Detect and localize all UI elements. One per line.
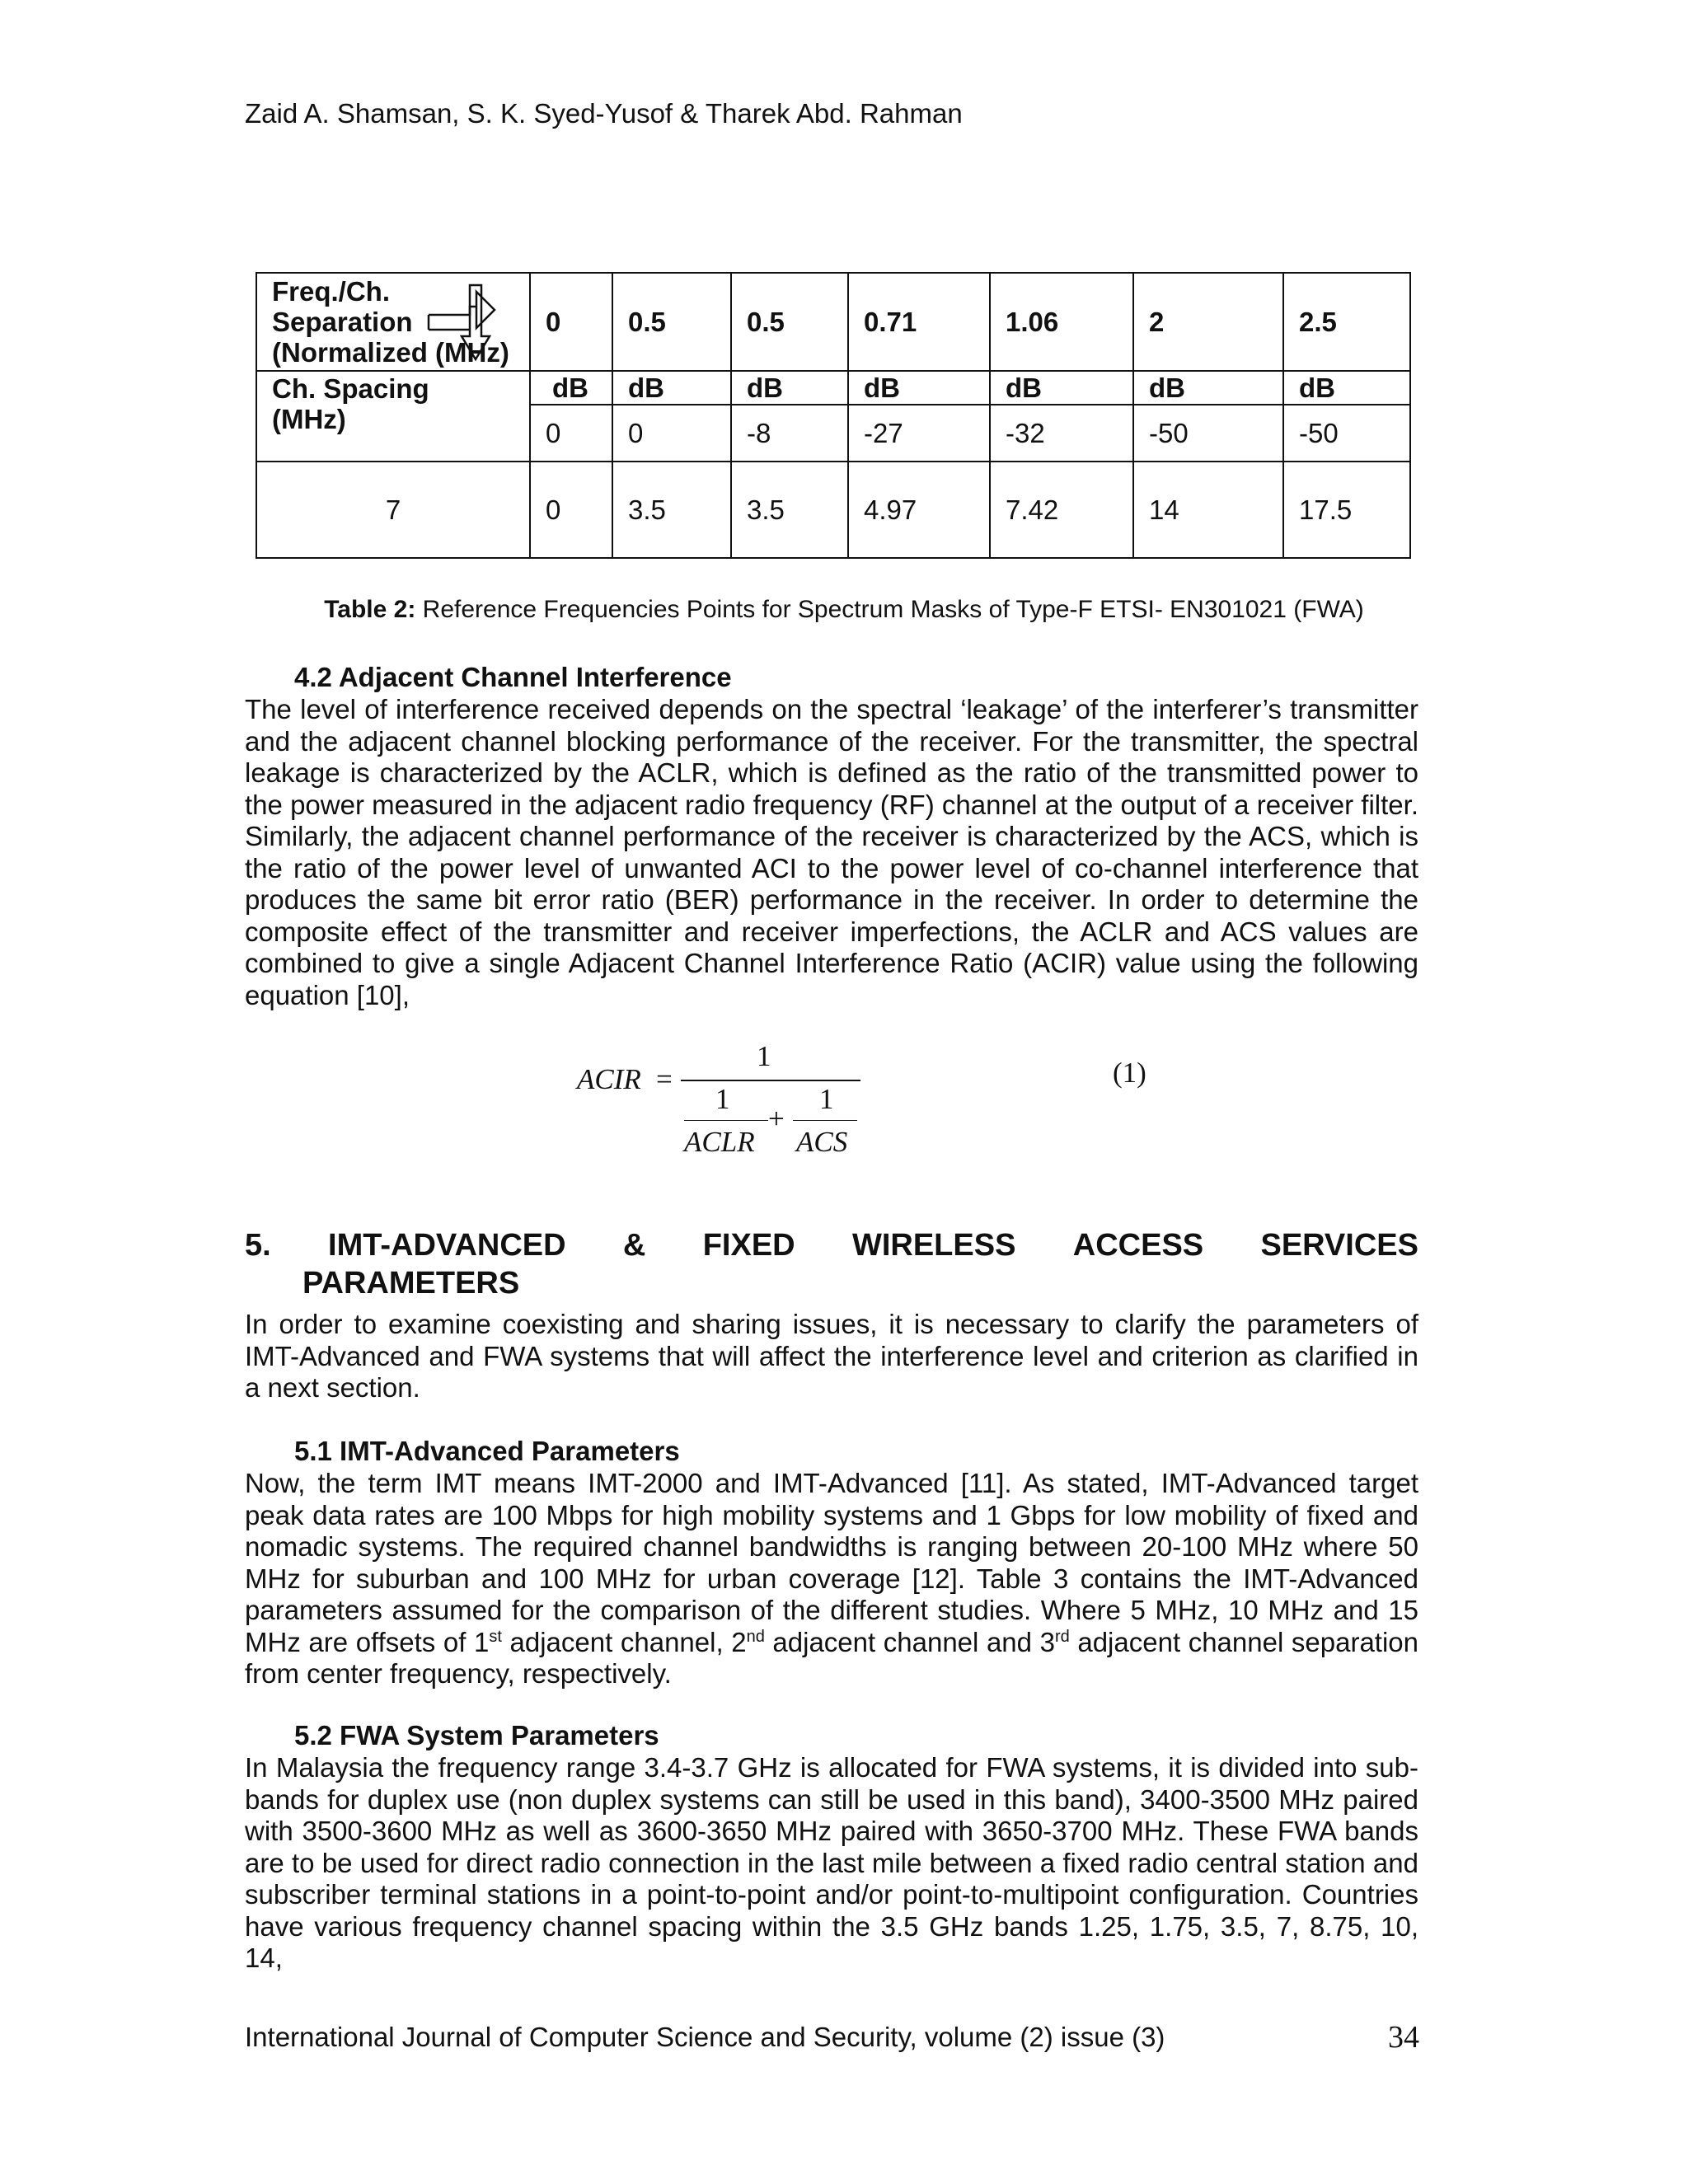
equation-lhs: ACIR bbox=[577, 1063, 641, 1095]
heading-word: SERVICES bbox=[1260, 1228, 1418, 1263]
heading-word: & bbox=[622, 1228, 646, 1263]
freq-separation-header bbox=[256, 273, 530, 371]
channel-spacing-header bbox=[256, 371, 530, 461]
equation-plus: + bbox=[768, 1103, 785, 1135]
unit-cell: dB bbox=[731, 371, 848, 404]
freq-cell: 1.06 bbox=[990, 273, 1133, 371]
unit-cell: dB bbox=[848, 371, 990, 404]
section-5-2-body: In Malaysia the frequency range 3.4-3.7 GHz is allocated for FWA systems, it is divided into sub-bands for duplex use (non duplex systems can still be used in this band), 3400-3500 MHz paired with 3500-3600 MHz as well as 3600-3650 MHz paired with 3650-3700 MHz. These FWA bands are to be used for direct radio connection in the last mile between a fixed radio central station and subscriber terminal stations in a point-to-point and/or point-to-multipoint configuration. Countries have various frequency channel spacing within the 3.5 GHz bands 1.25, 1.75, 3.5, 7, 8.75, 10, 14, bbox=[245, 1752, 1418, 1973]
equation-number: (1) bbox=[1113, 1057, 1146, 1089]
body-text: Now, the term IMT means IMT-2000 and IMT-Advanced [11]. As stated, IMT-Advanced target peak data rates are 100 Mbps for high mobility systems and 1 Gbps for low mobility of fixed and nomadic systems. The required channel bandwidths is ranging between 20-100 MHz where 50 MHz for suburban and 100 MHz for urban coverage [12]. Table 3 contains the IMT-Advanced parameters assumed for the comparison of the different studies. Where 5 MHz, 10 MHz and 15 MHz are offsets of 1 bbox=[245, 1468, 1418, 1657]
mhz-cell: 3.5 bbox=[612, 462, 731, 558]
table-caption-text: Reference Frequencies Points for Spectrum Masks of Type-F ETSI- EN301021 (FWA) bbox=[415, 596, 1364, 623]
db-cell: -32 bbox=[990, 405, 1133, 462]
table-caption bbox=[0, 595, 1688, 625]
heading-word: WIRELESS bbox=[851, 1228, 1016, 1263]
running-header-authors: Zaid A. Shamsan, S. K. Syed-Yusof & Tharek Abd. Rahman bbox=[245, 98, 963, 129]
section-5-heading-line1 bbox=[245, 1226, 1418, 1264]
mhz-cell: 17.5 bbox=[1283, 462, 1410, 558]
table-row-units bbox=[256, 371, 1410, 404]
heading-word: IMT-ADVANCED bbox=[328, 1228, 566, 1263]
unit-cell: dB bbox=[1133, 371, 1283, 404]
footer-page-number: 34 bbox=[1388, 2020, 1419, 2055]
equation-sub-bar-a bbox=[684, 1120, 768, 1121]
table-row-freq bbox=[256, 273, 1410, 371]
equation-one-a: 1 bbox=[715, 1083, 730, 1115]
superscript-rd: rd bbox=[1054, 1627, 1070, 1646]
mhz-cell: 0 bbox=[530, 462, 612, 558]
acir-equation bbox=[577, 1038, 973, 1162]
db-cell: 0 bbox=[530, 405, 612, 462]
equation-acs: ACS bbox=[796, 1126, 848, 1158]
freq-label-line2: Separation bbox=[272, 307, 413, 338]
db-cell: -50 bbox=[1133, 405, 1283, 462]
freq-cell: 0.5 bbox=[612, 273, 731, 371]
table-row-mhz bbox=[256, 462, 1410, 558]
equation-fraction-bar bbox=[681, 1080, 860, 1081]
body-text: adjacent channel, 2 bbox=[501, 1626, 747, 1657]
freq-cell: 0.71 bbox=[848, 273, 990, 371]
db-cell: 0 bbox=[612, 405, 731, 462]
superscript-nd: nd bbox=[746, 1627, 765, 1646]
equation-equals: = bbox=[656, 1063, 673, 1095]
freq-cell: 2 bbox=[1133, 273, 1283, 371]
body-text: adjacent channel and 3 bbox=[764, 1626, 1055, 1657]
mhz-cell: 14 bbox=[1133, 462, 1283, 558]
unit-cell: dB bbox=[990, 371, 1133, 404]
section-5-heading-line2: PARAMETERS bbox=[302, 1266, 520, 1301]
equation-numerator: 1 bbox=[757, 1040, 771, 1072]
freq-label-line3: (Normalized (MHz) bbox=[272, 337, 509, 368]
footer-journal: International Journal of Computer Science and Security, volume (2) issue (3) bbox=[245, 2022, 1165, 2052]
section-5-heading bbox=[245, 1226, 1418, 1302]
equation-one-b: 1 bbox=[819, 1083, 834, 1115]
freq-cell: 2.5 bbox=[1283, 273, 1410, 371]
mhz-cell: 7.42 bbox=[990, 462, 1133, 558]
mhz-cell: 3.5 bbox=[731, 462, 848, 558]
unit-cell: dB bbox=[530, 371, 612, 404]
section-5-1-body bbox=[245, 1468, 1418, 1690]
heading-word: FIXED bbox=[702, 1228, 795, 1263]
section-5-1-heading: 5.1 IMT-Advanced Parameters bbox=[294, 1436, 680, 1466]
unit-cell: dB bbox=[612, 371, 731, 404]
spacing-value-cell: 7 bbox=[256, 462, 530, 558]
freq-cell: 0 bbox=[530, 273, 612, 371]
heading-word: 5. bbox=[245, 1228, 271, 1263]
heading-word: ACCESS bbox=[1072, 1228, 1204, 1263]
spacing-label-line1: Ch. Spacing bbox=[272, 373, 429, 405]
db-cell: -8 bbox=[731, 405, 848, 462]
mhz-cell: 4.97 bbox=[848, 462, 990, 558]
unit-cell: dB bbox=[1283, 371, 1410, 404]
section-5-2-heading: 5.2 FWA System Parameters bbox=[294, 1720, 659, 1750]
body-text: adjacent channel separation from center frequency, respectively. bbox=[245, 1626, 1418, 1689]
section-4-2-body: The level of interference received depends on the spectral ‘leakage’ of the interferer’s transmitter and the adjacent channel blocking performance of the receiver. For the transmitter, the spectral leakage is characterized by the ACLR, which is defined as the ratio of the transmitted power to the power measured in the adjacent radio frequency (RF) channel at the output of a receiver filter. Similarly, the adjacent channel performance of the receiver is characterized by the ACS, which is the ratio of the power level of unwanted ACI to the power level of co-channel interference that produces the same bit error ratio (BER) performance in the receiver. In order to determine the composite effect of the transmitter and receiver imperfections, the ACLR and ACS values are combined to give a single Adjacent Channel Interference Ratio (ACIR) value using the following equation [10], bbox=[245, 694, 1418, 1010]
arrow-right-down-icon bbox=[427, 282, 503, 363]
freq-cell: 0.5 bbox=[731, 273, 848, 371]
freq-label-line1: Freq./Ch. bbox=[272, 276, 391, 307]
equation-aclr: ACLR bbox=[684, 1126, 755, 1158]
section-4-2-heading: 4.2 Adjacent Channel Interference bbox=[294, 662, 732, 692]
db-cell: -50 bbox=[1283, 405, 1410, 462]
superscript-st: st bbox=[489, 1627, 502, 1646]
spectrum-mask-table bbox=[256, 272, 1411, 559]
spacing-label-line2: (MHz) bbox=[272, 404, 346, 435]
table-caption-label: Table 2: bbox=[324, 596, 416, 623]
db-cell: -27 bbox=[848, 405, 990, 462]
section-5-body: In order to examine coexisting and sharing issues, it is necessary to clarify the parameters of IMT-Advanced and FWA systems that will affect the interference level and criterion as clarified in a next section. bbox=[245, 1309, 1418, 1403]
equation-sub-bar-b bbox=[793, 1120, 857, 1121]
